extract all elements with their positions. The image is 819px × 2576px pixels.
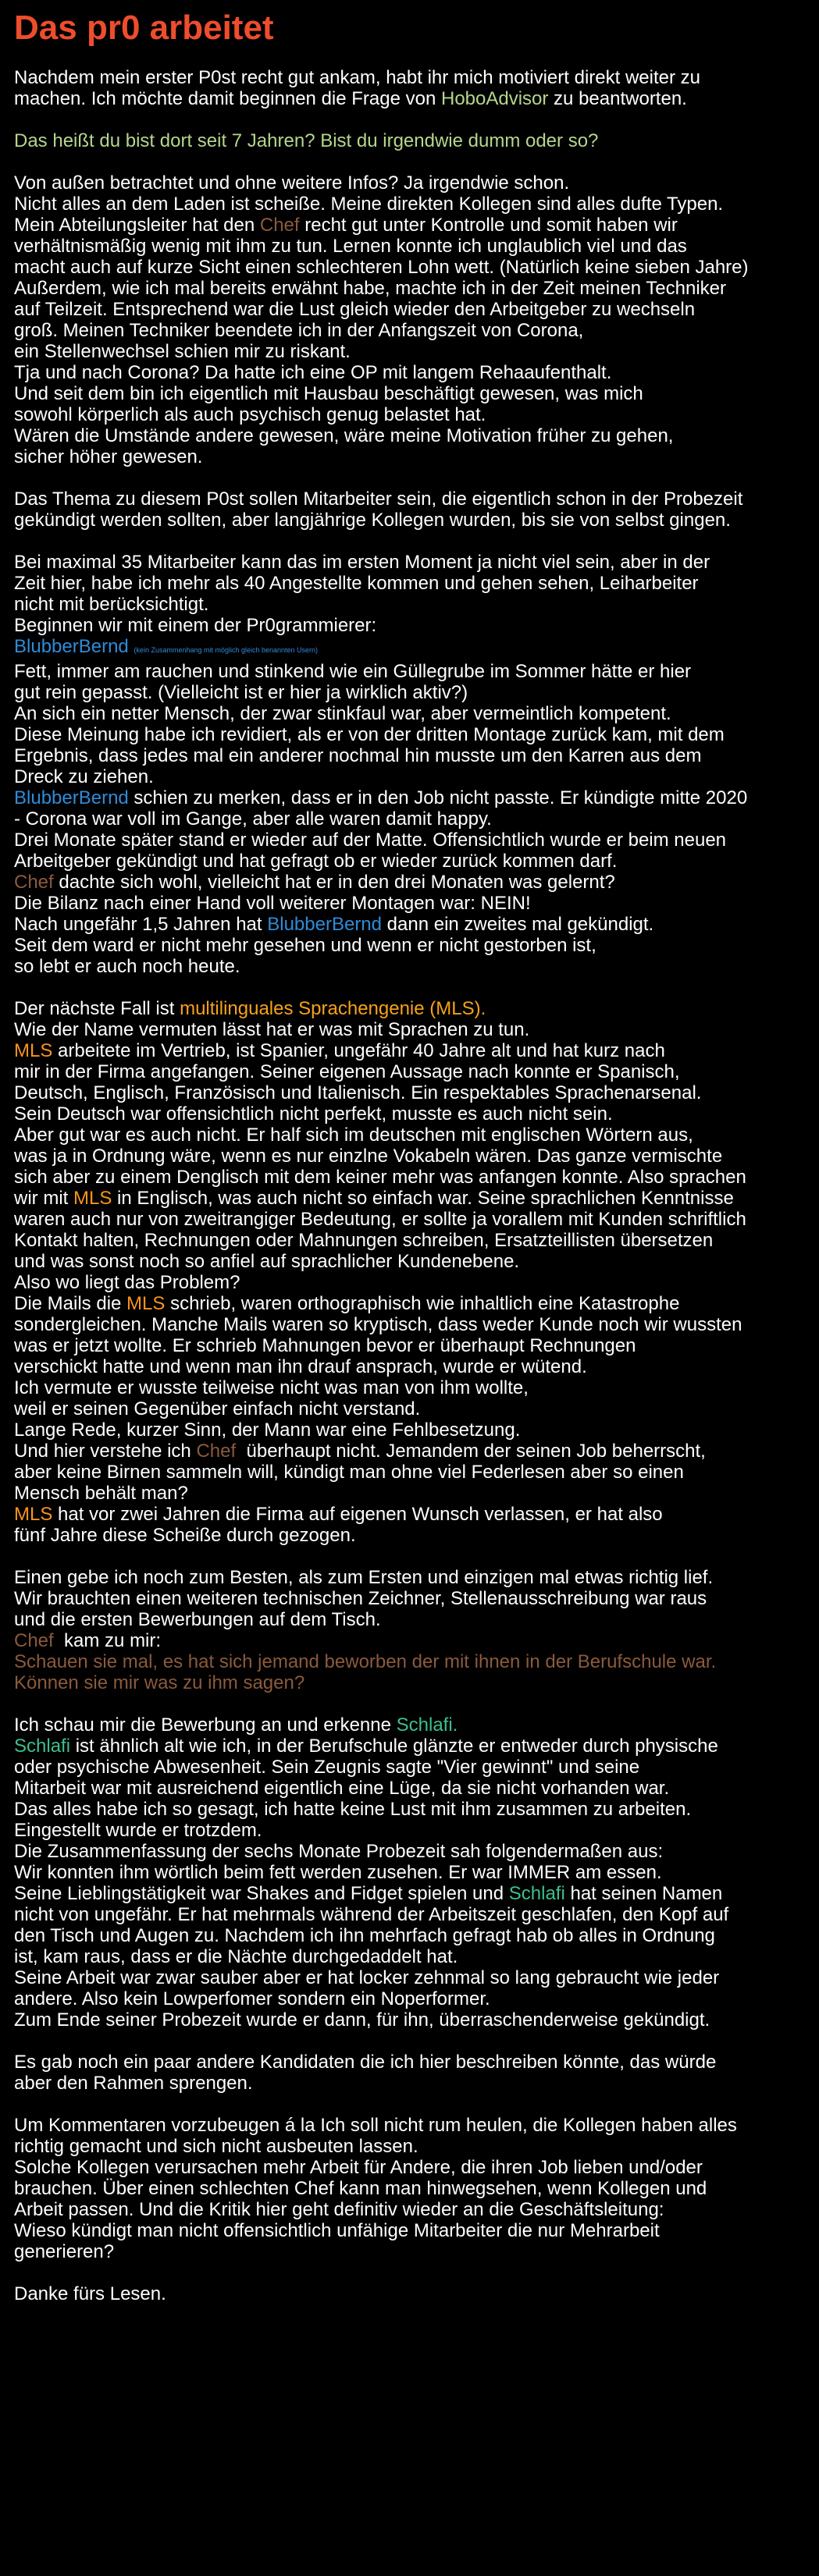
text-line: Nicht alles an dem Laden ist scheiße. Meine direkten Kollegen sind alles dufte Typen. <box>14 194 724 215</box>
text-line: mir in der Firma angefangen. Seiner eigenen Aussage nach konnte er Spanisch, <box>14 1061 680 1082</box>
text-line: andere. Also kein Lowperfomer sondern ein Noperformer. <box>14 1988 490 2009</box>
schlafi-name: Schlafi <box>14 1736 71 1757</box>
text-line: Chef dachte sich wohl, vielleicht hat er in den drei Monaten was gelernt? <box>14 872 615 893</box>
text-line: Die Zusammenfassung der sechs Monate Probezeit sah folgendermaßen aus: <box>14 1841 664 1862</box>
post-title: Das pr0 arbeitet <box>14 9 274 47</box>
text-line: Arbeitgeber gekündigt und hat gefragt ob er wieder zurück kommen darf. <box>14 851 618 872</box>
text-line: Deutsch, Englisch, Französisch und Italienisch. Ein respektables Sprachenarsenal. <box>14 1082 702 1103</box>
chef-highlight: Chef <box>259 215 300 236</box>
text-line: Wir konnten ihm wörtlich beim fett werden zusehen. Er war IMMER am essen. <box>14 1862 662 1883</box>
text-line: Die Mails die MLS schrieb, waren orthographisch wie inhaltlich eine Katastrophe <box>14 1293 680 1314</box>
text-line: Seine Arbeit war zwar sauber aber er hat locker zehnmal so lang gebraucht wie jeder <box>14 1967 720 1988</box>
text-line: Mensch behält man? <box>14 1483 188 1504</box>
text-line: Und seit dem bin ich eigentlich mit Hausbau beschäftigt gewesen, was mich <box>14 383 643 404</box>
text-line: Es gab noch ein paar andere Kandidaten die ich hier beschreiben könnte, das würde <box>14 2052 717 2073</box>
text-line: sondergleichen. Manche Mails waren so kryptisch, dass weder Kunde noch wir wussten <box>14 1314 742 1335</box>
text-line: Der nächste Fall ist multilinguales Sprachengenie (MLS). <box>14 998 486 1019</box>
text-line: weil er seinen Gegenüber einfach nicht verstand. <box>14 1398 421 1419</box>
theme-paragraph <box>14 489 805 531</box>
text-line: Nach ungefähr 1,5 Jahren hat BlubberBernd dann ein zweites mal gekündigt. <box>14 914 654 935</box>
text-line: Ich schau mir die Bewerbung an und erkenne Schlafi. <box>14 1714 458 1736</box>
text-line: oder psychische Abwesenheit. Sein Zeugnis sagte "Vier gewinnt" und seine <box>14 1757 640 1778</box>
best-case-paragraph <box>14 1567 805 1693</box>
disclaimer-note: (kein Zusammenhang mit möglich gleich benannten Usern) <box>134 646 319 654</box>
text-line: macht auch auf kurze Sicht einen schlechteren Lohn wett. (Natürlich keine sieben Jahre) <box>14 257 749 278</box>
text-line: Ergebnis, dass jedes mal ein anderer nochmal hin musste um den Karren aus dem <box>14 745 702 766</box>
text-line: auf Teilzeit. Entsprechend war die Lust gleich wieder den Arbeitgeber zu wechseln <box>14 299 696 320</box>
mls-name: MLS <box>126 1293 166 1314</box>
text-line: verschickt hatte und wenn man ihn drauf ansprach, wurde er wütend. <box>14 1356 587 1377</box>
text-line: Lange Rede, kurzer Sinn, der Mann war eine Fehlbesetzung. <box>14 1419 521 1441</box>
mls-paragraph <box>14 998 805 1546</box>
text-line: sicher höher gewesen. <box>14 446 203 467</box>
chef-quote-line: Können sie mir was zu ihm sagen? <box>14 1672 305 1693</box>
text-line: und was sonst noch so anfiel auf sprachlicher Kundenebene. <box>14 1251 520 1272</box>
schlafi-name: Schlafi <box>508 1883 565 1904</box>
chef-quote-line: Schauen sie mal, es hat sich jemand beworben der mit ihnen in der Berufschule war. <box>14 1651 717 1672</box>
thanks-line: Danke fürs Lesen. <box>14 2283 166 2304</box>
others-paragraph <box>14 2052 805 2094</box>
mls-name: MLS <box>14 1504 53 1525</box>
text-line: Chef kam zu mir: <box>14 1630 162 1651</box>
text-line: Arbeit passen. Und die Kritik hier geht definitiv wieder an die Geschäftsleitung: <box>14 2199 664 2220</box>
mls-name: MLS <box>14 1040 53 1061</box>
text-line: aber den Rahmen sprengen. <box>14 2073 253 2094</box>
text-line: Drei Monate später stand er wieder auf der Matte. Offensichtlich wurde er beim neuen <box>14 830 727 851</box>
text-line: brauchen. Über einen schlechten Chef kann man hinwegsehen, wenn Kollegen und <box>14 2178 707 2199</box>
text-line: verhältnismäßig wenig mit ihm zu tun. Lernen konnte ich unglaublich viel und das <box>14 236 687 257</box>
text-line: sowohl körperlich als auch psychisch genug belastet hat. <box>14 404 486 425</box>
text-line: Bei maximal 35 Mitarbeiter kann das im ersten Moment ja nicht viel sein, aber in der <box>14 552 710 573</box>
text-line: Wir brauchten einen weiteren technischen Zeichner, Stellenausschreibung war raus <box>14 1588 707 1609</box>
text-line: machen. Ich möchte damit beginnen die Frage von HoboAdvisor zu beantworten. <box>14 88 687 109</box>
intro-paragraph <box>14 67 805 109</box>
blubberbernd-name: BlubberBernd <box>14 787 129 808</box>
mls-name: MLS <box>73 1188 112 1209</box>
schlafi-name: Schlafi. <box>396 1714 458 1736</box>
text-line: fünf Jahre diese Scheiße durch gezogen. <box>14 1525 356 1546</box>
quoted-question <box>14 130 805 151</box>
user-mention-hoboadvisor[interactable]: HoboAdvisor <box>440 88 549 109</box>
text-line: was ja in Ordnung wäre, wenn es nur einzlne Vokabeln wären. Das ganze vermischte <box>14 1146 723 1167</box>
text-line: gekündigt werden sollten, aber langjährige Kollegen wurden, bis sie von selbst gingen. <box>14 510 731 531</box>
text-line: Beginnen wir mit einem der Pr0grammierer: <box>14 615 377 636</box>
mls-full-name: multilinguales Sprachengenie (MLS). <box>180 998 486 1019</box>
answer-paragraph <box>14 172 805 467</box>
chef-highlight: Chef <box>14 1630 54 1651</box>
text-line: Also wo liegt das Problem? <box>14 1272 240 1293</box>
text-line: Mitarbeit war mit ausreichend eigentlich eine Lüge, da sie nicht vorhanden war. <box>14 1778 670 1799</box>
text-line: und die ersten Bewerbungen auf dem Tisch. <box>14 1609 381 1630</box>
text-line: ist, kam raus, dass er die Nächte durchgedaddelt hat. <box>14 1946 458 1967</box>
text-line: Und hier verstehe ich Chef überhaupt nicht. Jemandem der seinen Job beherrscht, <box>14 1441 706 1462</box>
text-line: nicht mit berücksichtigt. <box>14 594 209 615</box>
text-line: Ich vermute er wusste teilweise nicht was man von ihm wollte, <box>14 1377 529 1398</box>
text-line: MLS arbeitete im Vertrieb, ist Spanier, ungefähr 40 Jahre alt und hat kurz nach <box>14 1040 665 1061</box>
text-line: aber keine Birnen sammeln will, kündigt man ohne viel Federlesen aber so einen <box>14 1462 684 1483</box>
text-line: Das Thema zu diesem P0st sollen Mitarbeiter sein, die eigentlich schon in der Probezeit <box>14 489 743 510</box>
text-line: Die Bilanz nach einer Hand voll weiterer Montagen war: NEIN! <box>14 893 531 914</box>
text-line: Um Kommentaren vorzubeugen á la Ich soll nicht rum heulen, die Kollegen haben alles <box>14 2115 737 2136</box>
text-line: Solche Kollegen verursachen mehr Arbeit für Andere, die ihren Job lieben und/oder <box>14 2157 703 2178</box>
text-line: ein Stellenwechsel schien mir zu riskant. <box>14 341 351 362</box>
chef-highlight: Chef <box>14 872 54 893</box>
text-line: so lebt er auch noch heute. <box>14 956 240 977</box>
thanks-paragraph <box>14 2283 805 2304</box>
text-line: Seit dem ward er nicht mehr gesehen und wenn er nicht gestorben ist, <box>14 935 596 956</box>
chef-highlight: Chef <box>196 1441 237 1462</box>
blubberbernd-paragraph <box>14 552 805 977</box>
text-line: MLS hat vor zwei Jahren die Firma auf eigenen Wunsch verlassen, er hat also <box>14 1504 663 1525</box>
text-line: - Corona war voll im Gange, aber alle waren damit happy. <box>14 808 492 830</box>
text-line: was er jetzt wollte. Er schrieb Mahnungen bevor er überhaupt Rechnungen <box>14 1335 636 1356</box>
quote-line: Das heißt du bist dort seit 7 Jahren? Bist du irgendwie dumm oder so? <box>14 130 599 151</box>
text-line: Zeit hier, habe ich mehr als 40 Angestellte kommen und gehen sehen, Leiharbeiter <box>14 573 699 594</box>
text-line: groß. Meinen Techniker beendete ich in der Anfangszeit von Corona, <box>14 320 584 341</box>
closing-paragraph <box>14 2115 805 2262</box>
text-line: Wie der Name vermuten lässt hat er was mit Sprachen zu tun. <box>14 1019 530 1040</box>
text-line: gut rein gepasst. (Vielleicht ist er hier ja wirklich aktiv?) <box>14 682 468 703</box>
text-line <box>14 636 805 661</box>
text-line: Kontakt halten, Rechnungen oder Mahnungen schreiben, Ersatzteillisten übersetzen <box>14 1230 714 1251</box>
text-line: Fett, immer am rauchen und stinkend wie ein Güllegrube im Sommer hätte er hier <box>14 661 692 682</box>
text-line: BlubberBernd schien zu merken, dass er in den Job nicht passte. Er kündigte mitte 2020 <box>14 787 748 808</box>
text-line: Außerdem, wie ich mal bereits erwähnt habe, machte ich in der Zeit meinen Techniker <box>14 278 726 299</box>
text-line: Schlafi ist ähnlich alt wie ich, in der Berufschule glänzte er entweder durch physische <box>14 1736 718 1757</box>
text-line: Seine Lieblingstätigkeit war Shakes and Fidget spielen und Schlafi hat seinen Namen <box>14 1883 723 1904</box>
text-line: generieren? <box>14 2241 115 2262</box>
text-line: Eingestellt wurde er trotzdem. <box>14 1820 262 1841</box>
text-line: An sich ein netter Mensch, der zwar stinkfaul war, aber vermeintlich kompetent. <box>14 703 671 724</box>
text-line: Nachdem mein erster P0st recht gut ankam, habt ihr mich motiviert direkt weiter zu <box>14 67 700 88</box>
text-line: Wären die Umstände andere gewesen, wäre meine Motivation früher zu gehen, <box>14 425 674 446</box>
text-line: Tja und nach Corona? Da hatte ich eine OP mit langem Rehaaufenthalt. <box>14 362 612 383</box>
text-line: Aber gut war es auch nicht. Er half sich im deutschen mit englischen Wörtern aus, <box>14 1125 693 1146</box>
text-line: sich aber zu einem Denglisch mit dem keiner mehr was anfangen konnte. Also sprachen <box>14 1167 746 1188</box>
text-line: Das alles habe ich so gesagt, ich hatte keine Lust mit ihm zusammen zu arbeiten. <box>14 1799 692 1820</box>
blubberbernd-name: BlubberBernd <box>14 636 129 657</box>
text-line: Zum Ende seiner Probezeit wurde er dann, für ihn, überraschenderweise gekündigt. <box>14 2009 710 2031</box>
schlafi-paragraph <box>14 1714 805 2031</box>
text-line: Wieso kündigt man nicht offensichtlich unfähige Mitarbeiter die nur Mehrarbeit <box>14 2220 660 2241</box>
text-line: nicht von ungefähr. Er hat mehrmals während der Arbeitszeit geschlafen, den Kopf auf <box>14 1904 729 1925</box>
text-line: Von außen betrachtet und ohne weitere Infos? Ja irgendwie schon. <box>14 172 570 194</box>
blubberbernd-name: BlubberBernd <box>267 914 382 935</box>
text-line: Sein Deutsch war offensichtlich nicht perfekt, musste es auch nicht sein. <box>14 1103 613 1125</box>
text-line: Einen gebe ich noch zum Besten, als zum Ersten und einzigen mal etwas richtig lief. <box>14 1567 714 1588</box>
text-line: Dreck zu ziehen. <box>14 766 154 787</box>
text-line: Diese Meinung habe ich revidiert, als er von der dritten Montage zurück kam, mit dem <box>14 724 725 745</box>
text-line: waren auch nur von zweitrangiger Bedeutung, er sollte ja vorallem mit Kunden schriftlich <box>14 1209 746 1230</box>
text-line: den Tisch und Augen zu. Nachdem ich ihn mehrfach gefragt hab ob alles in Ordnung <box>14 1925 715 1946</box>
text-line: richtig gemacht und sich nicht ausbeuten lassen. <box>14 2136 418 2157</box>
text-line: wir mit MLS in Englisch, was auch nicht so einfach war. Seine sprachlichen Kenntnisse <box>14 1188 734 1209</box>
text-line: Mein Abteilungsleiter hat den Chef recht gut unter Kontrolle und somit haben wir <box>14 215 678 236</box>
